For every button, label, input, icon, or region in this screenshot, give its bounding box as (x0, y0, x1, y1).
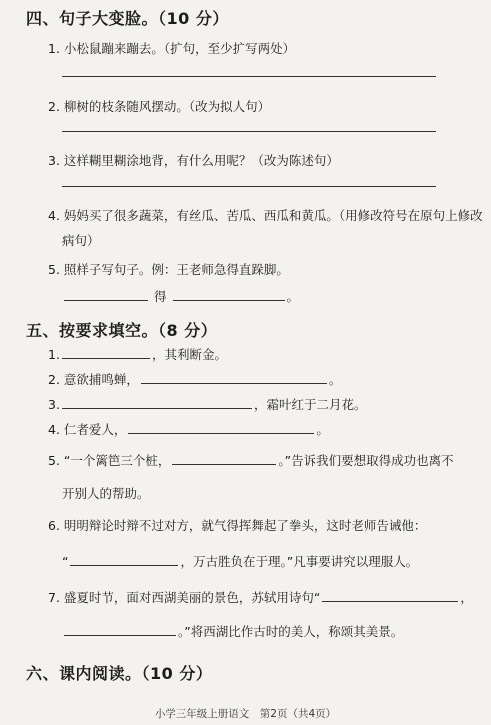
s5-q7-row-1 (48, 588, 473, 606)
s4-q4-text-line2: 病句） (62, 233, 100, 248)
s5-q6-rest: ，万古胜负在于理。”凡事要讲究以理服人。 (180, 554, 419, 569)
s4-q5-fill-row (62, 287, 299, 305)
s4-q4-text-line1: 4. 妈妈买了很多蔬菜，有丝瓜、苦瓜、西瓜和黄瓜。（用修改符号在原句上修改 (48, 208, 483, 223)
section-5-title: 五、按要求填空。（8 分） (26, 321, 218, 340)
s5-q4-row (48, 420, 329, 438)
s4-q2-text: 2. 柳树的枝条随风摆动。（改为拟人句） (48, 99, 271, 114)
s5-q2-text: 2. 意欲捕鸣蝉， (48, 372, 139, 387)
s5-q6-open: “ (62, 554, 69, 569)
s4-q1-text: 1. 小松鼠蹦来蹦去。（扩句，至少扩写两处） (48, 41, 296, 56)
s5-q6-blank[interactable] (70, 552, 178, 566)
s5-q4-blank[interactable] (128, 420, 314, 434)
s5-q5-post: 。”告诉我们要想取得成功也离不 (278, 453, 454, 468)
s5-q7-blank-2[interactable] (64, 622, 176, 636)
s4-q2-answer-line[interactable] (62, 131, 436, 132)
s5-q4-end: 。 (316, 422, 329, 437)
s4-q1-answer-line[interactable] (62, 76, 436, 77)
page-footer: 小学三年级上册语文 第2页（共4页） (154, 708, 337, 720)
s5-q1-row (48, 345, 227, 363)
s5-q1-num: 1. (48, 347, 60, 362)
s4-q5-blank-1[interactable] (64, 287, 148, 301)
s5-q3-row (48, 395, 366, 413)
s4-q5-mid: 得 (154, 289, 167, 304)
s5-q2-row (48, 370, 341, 388)
s5-q7-rest: 。”将西湖比作古时的美人，称颂其美景。 (178, 624, 404, 639)
s4-q5-blank-2[interactable] (173, 287, 285, 301)
s4-q3-text: 3. 这样糊里糊涂地背，有什么用呢？（改为陈述句） (48, 153, 339, 168)
section-6-title: 六、课内阅读。（10 分） (26, 664, 213, 683)
s5-q5-text-line2: 开别人的帮助。 (62, 486, 150, 501)
s5-q3-num: 3. (48, 397, 60, 412)
s5-q2-end: 。 (328, 372, 342, 387)
s4-q5-end: 。 (286, 289, 300, 304)
s5-q7-blank-1[interactable] (322, 588, 458, 602)
s5-q3-text: ，霜叶红于二月花。 (253, 397, 367, 412)
s5-q5-pre: 5. “一个篱笆三个桩， (48, 453, 171, 468)
s4-q5-text: 5. 照样子写句子。例：王老师急得直跺脚。 (48, 262, 289, 277)
s4-q3-answer-line[interactable] (62, 186, 436, 187)
s5-q5-blank[interactable] (172, 451, 276, 465)
s5-q1-text: ，其利断金。 (151, 347, 227, 362)
s5-q7-line1: 7. 盛夏时节，面对西湖美丽的景色，苏轼用诗句“ (48, 590, 321, 605)
s5-q7-comma: ， (460, 590, 473, 605)
s5-q1-blank[interactable] (62, 345, 150, 359)
s5-q5-row (48, 451, 454, 469)
s5-q4-text: 4. 仁者爱人， (48, 422, 127, 437)
s5-q6-row (62, 552, 418, 570)
s5-q2-blank[interactable] (141, 370, 327, 384)
s5-q3-blank[interactable] (62, 395, 252, 409)
s5-q7-row-2 (62, 622, 403, 640)
s5-q6-text-line1: 6. 明明辩论时辩不过对方，就气得挥舞起了拳头，这时老师告诫他： (48, 518, 427, 533)
section-4-title: 四、句子大变脸。（10 分） (26, 9, 229, 28)
